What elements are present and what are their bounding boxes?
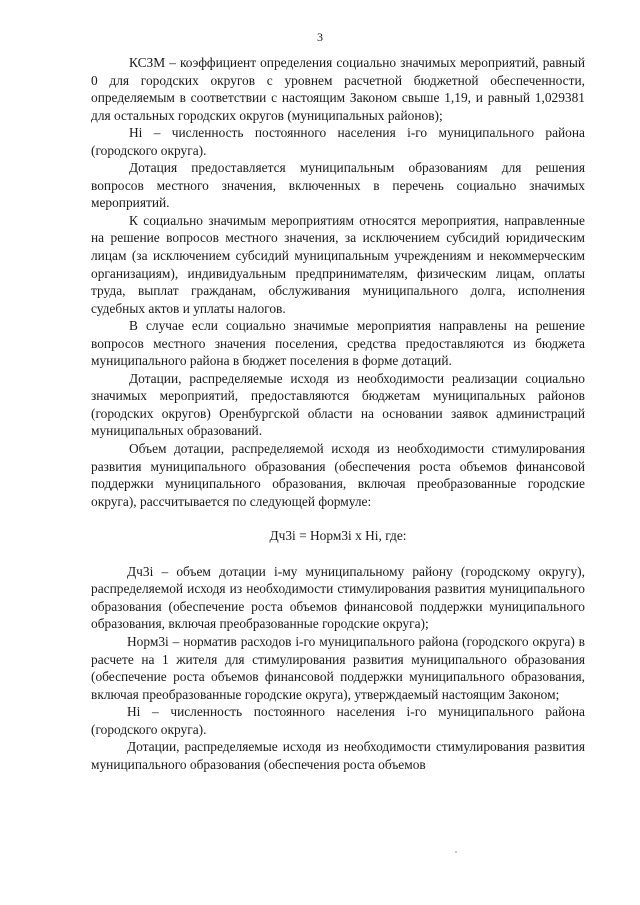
paragraph-population-definition: Нi – численность постоянного населения i-го муниципального района (городского округа). bbox=[91, 125, 585, 158]
paragraph-kszm-definition: КСЗМ – коэффициент определения социально значимых мероприятий, равный 0 для городских округов с уровнем расчетной бюджетной обеспеченности, определяемым в соответствии с настоящим Законом свыше 1,19, и равный 1,029381 для остальных городских округов (муниципальных районов); bbox=[91, 55, 585, 123]
formula: Дч3i = Норм3i х Нi, где: bbox=[269, 528, 407, 544]
document-body bbox=[91, 54, 585, 773]
paragraph-socially-significant-measures: К социально значимым мероприятиям относятся мероприятия, направленные на решение вопросов местного значения, за исключением субсидий юридическим лицам (за исключением субсидий муниципальным учреждениям и некоммерческим организациям), индивидуальным предпринимателям, физическим лицам, оплаты труда, выплат гражданам, обслуживания муниципального долга, исполнения судебных актов и уплаты налогов. bbox=[91, 212, 585, 316]
scan-speck bbox=[455, 851, 457, 853]
definition-dch3i: Дч3i – объем дотации i-му муниципальному району (городскому округу), распределяемой исходя из необходимости стимулирования развития муниципального образования (обеспечение роста объемов финансовой поддержки муниципального образования, включая преобразованные городские округа); bbox=[91, 563, 585, 632]
page-number: 3 bbox=[317, 30, 323, 44]
paragraph-settlement-transfers: В случае если социально значимые мероприятия направлены на решение вопросов местного значения поселения, средства предоставляются из бюджета муниципального района в бюджет поселения в форме дотаций. bbox=[91, 318, 585, 369]
definition-norm3i: Норм3i – норматив расходов i-го муниципального района (городского округа) в расчете на 1 жителя для стимулирования развития муниципального образования (обеспечение роста объемов финансовой поддержки муниципального образования, включая преобразованные городские округа), утверждаемый настоящим Законом; bbox=[91, 633, 585, 702]
paragraph-grant-purpose: Дотация предоставляется муниципальным образованиям для решения вопросов местного значения, включенных в перечень социально значимых мероприятий. bbox=[91, 160, 585, 211]
paragraph-grant-applications: Дотации, распределяемые исходя из необходимости реализации социально значимых мероприятий, предоставляются бюджетам муниципальных районов (городских округов) Оренбургской области на основании заявок администраций муниципальных образований. bbox=[91, 370, 585, 439]
definition-ni: Нi – численность постоянного населения i-го муниципального района (городского округа). bbox=[91, 704, 585, 737]
paragraph-stimulation-grants: Дотации, распределяемые исходя из необходимости стимулирования развития муниципального образования (обеспечения роста объемов bbox=[91, 739, 585, 772]
paragraph-stimulation-volume: Объем дотации, распределяемой исходя из необходимости стимулирования развития муниципального образования (обеспечения роста объемов финансовой поддержки муниципального образования, включая преобразованные городские округа), рассчитывается по следующей формуле: bbox=[91, 441, 585, 509]
